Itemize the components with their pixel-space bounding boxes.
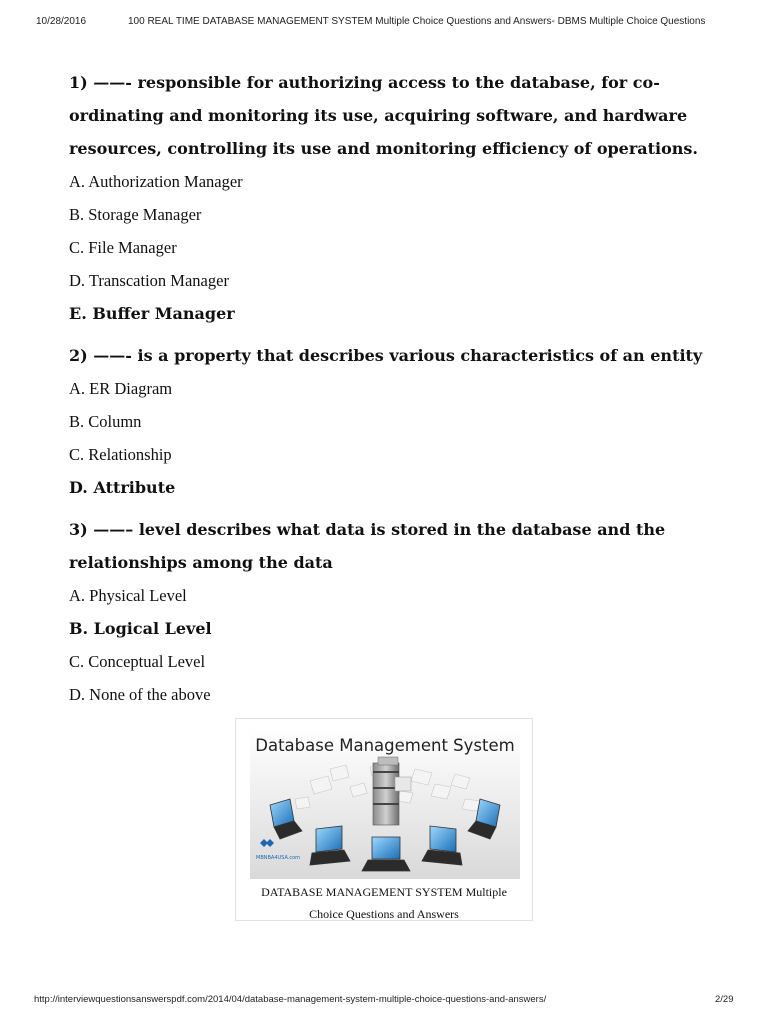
question-3-option-c: C. Conceptual Level [69, 652, 206, 671]
figure-caption-line-2: Choice Questions and Answers [309, 907, 459, 921]
figure-caption-line-1: DATABASE MANAGEMENT SYSTEM Multiple [261, 885, 507, 899]
question-2-option-d-answer: D. Attribute [69, 478, 176, 497]
question-1-text-line-2: ordinating and monitoring its use, acquiring software, and hardware [69, 106, 688, 125]
question-1-text-line-1: 1) ——- responsible for authorizing access to the database, for co- [69, 73, 660, 92]
page-url: http://interviewquestionsanswerspdf.com/2014/04/database-management-system-multiple-choice-questions-and-answers/ [34, 994, 547, 1005]
question-3-text-line-1: 3) ——– level describes what data is stored in the database and the [69, 520, 666, 539]
question-3-option-a: A. Physical Level [69, 586, 187, 605]
question-3-option-b-answer: B. Logical Level [69, 619, 212, 638]
question-1-option-c: C. File Manager [69, 238, 177, 257]
question-2-option-c: C. Relationship [69, 445, 172, 464]
question-1 [69, 66, 709, 330]
question-2-option-b: B. Column [69, 412, 142, 431]
question-1-option-d: D. Transcation Manager [69, 271, 229, 290]
figure-caption [236, 881, 532, 925]
svg-text:MBNBA4USA.com: MBNBA4USA.com [256, 855, 301, 861]
question-3-text-line-2: relationships among the data [69, 553, 333, 572]
page-number: 2/29 [715, 994, 734, 1005]
print-date: 10/28/2016 [36, 16, 87, 27]
question-1-option-b: B. Storage Manager [69, 205, 202, 224]
question-list [69, 66, 709, 711]
question-1-option-a: A. Authorization Manager [69, 172, 243, 191]
question-1-text-line-3: resources, controlling its use and monitoring efficiency of operations. [69, 139, 698, 158]
question-3-option-d: D. None of the above [69, 685, 211, 704]
question-2 [69, 339, 709, 504]
dbms-figure[interactable] [235, 718, 533, 921]
database-illustration-image [250, 729, 520, 879]
question-3 [69, 513, 709, 711]
question-2-text-line-1: 2) ——- is a property that describes various characteristics of an entity [69, 346, 703, 365]
print-page-title: 100 REAL TIME DATABASE MANAGEMENT SYSTEM Multiple Choice Questions and Answers- DBMS Multiple Choice Questions [128, 16, 706, 27]
question-1-option-e-answer: E. Buffer Manager [69, 304, 235, 323]
image-title-text: Database Management System [255, 736, 515, 755]
question-2-option-a: A. ER Diagram [69, 379, 173, 398]
